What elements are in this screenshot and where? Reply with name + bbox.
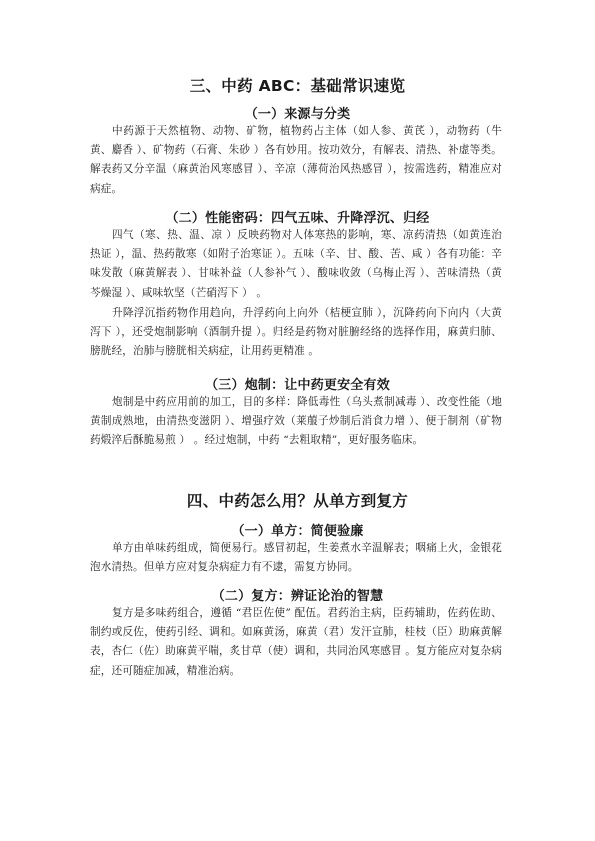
section-3-2-paragraph-2: 升降浮沉指药物作用趋向，升浮药向上向外（桔梗宣肺 ），沉降药向下向内（大黄泻下 ），还受炮制影响（酒制升提 ）。归经是药物对脏腑经络的选择作用，麻黄归肺、膀胱经，治肺与膀胱相关病症，让用药更精准 。 — [90, 307, 502, 358]
section-3-2-paragraph-1: 四气（寒、热、温、凉 ）反映药物对人体寒热的影响，寒、凉药清热（如黄连治热证 ），温、热药散寒（如附子治寒证 ）。五味（辛、甘、酸、苦、咸 ）各有功能：辛味发散（麻黄解表 ）、甘味补益（人参补气 ）、酸味收敛（乌梅止泻 ）、苦味清热（黄芩燥湿 ）、咸味软坚（芒硝泻下 ） 。 — [90, 229, 502, 299]
section-3-2-title: （二）性能密码：四气五味、升降浮沉、归经 — [165, 211, 430, 226]
section-3-3-title: （三）炮制：让中药更安全有效 — [205, 378, 390, 393]
section-3-1-paragraph: 中药源于天然植物、动物、矿物，植物药占主体（如人参、黄芪 ），动物药（牛黄、麝香 ）、矿物药（石膏、朱砂 ）各有妙用。按功效分，有解表、清热、补虚等类。解表药又分辛温（麻黄治风寒感冒 ）、辛凉（薄荷治风热感冒 ），按需选药，精准应对病症。 — [90, 125, 502, 195]
section-3-1-title: （一）来源与分类 — [244, 107, 351, 122]
section-4-2-paragraph: 复方是多味药组合，遵循 “君臣佐使” 配伍。君药治主病，臣药辅助，佐药佐助、制约或反佐，使药引经、调和。如麻黄汤，麻黄（君）发汗宣肺，桂枝（臣）助麻黄解表，杏仁（佐）助麻黄平喘，炙甘草（使）调和，共同治风寒感冒 。复方能应对复杂病症，还可随症加减，精准治病。 — [90, 607, 502, 677]
section-3-title: 三、中药 ABC：基础常识速览 — [189, 77, 406, 95]
section-4-1-paragraph: 单方由单味药组成，简便易行。感冒初起，生姜煮水辛温解表；咽痛上火，金银花泡水清热。但单方应对复杂病症力有不逮，需复方协同。 — [90, 542, 502, 574]
section-4-2-title: （二）复方：辨证论治的智慧 — [211, 589, 384, 604]
section-3-3-paragraph: 炮制是中药应用前的加工，目的多样：降低毒性（乌头煮制减毒 ）、改变性能（地黄制成熟地，由清热变滋阴 ）、增强疗效（莱菔子炒制后消食力增 ）、便于制剂（矿物药煅淬后酥脆易煎 ） 。经过炮制，中药 “去粗取精”，更好服务临床。 — [90, 396, 502, 447]
section-4-1-title: （一）单方：简便验廉 — [231, 524, 364, 539]
section-4-title: 四、中药怎么用？从单方到复方 — [186, 492, 409, 510]
